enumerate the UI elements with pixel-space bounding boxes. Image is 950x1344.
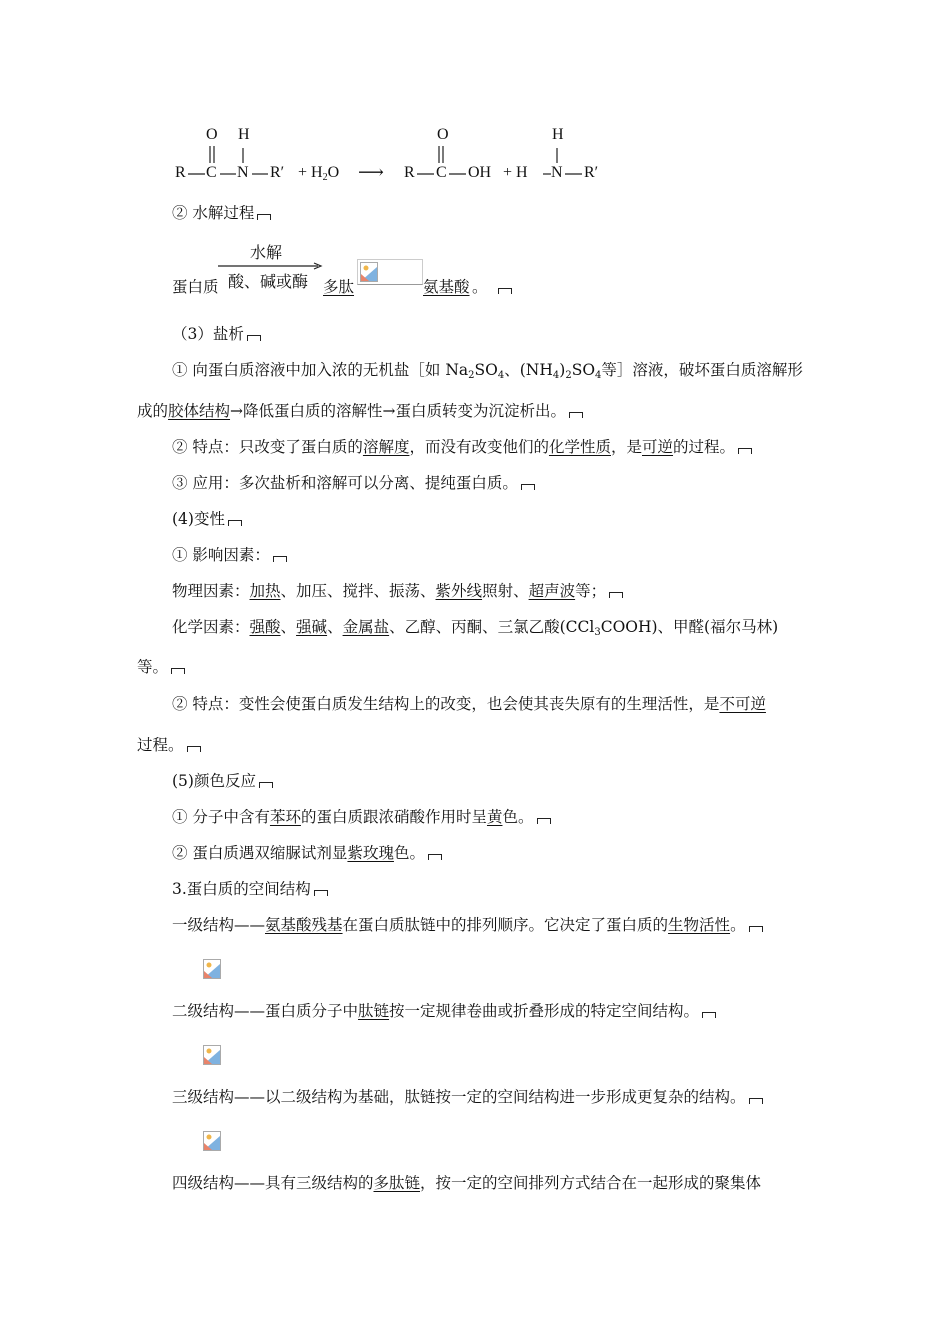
plus-h: + H	[503, 164, 528, 181]
edit-mark-icon	[171, 666, 185, 674]
edit-mark-icon	[749, 1096, 763, 1104]
edit-mark-icon	[228, 518, 242, 526]
nitrogen-right: N	[551, 164, 563, 181]
r-group-right: R	[404, 164, 415, 181]
edit-mark-icon	[609, 590, 623, 598]
denature-feature-cont: 过程。	[137, 735, 201, 755]
broken-image-icon	[203, 959, 221, 979]
hydrolysis-heading: ② 水解过程	[172, 203, 271, 223]
secondary-structure: 二级结构——蛋白质分子中肽链按一定规律卷曲或折叠形成的特定空间结构。	[172, 1001, 716, 1021]
edit-mark-icon	[428, 852, 442, 860]
physical-factors: 物理因素：加热、加压、搅拌、振荡、紫外线照射、超声波等；	[172, 581, 623, 601]
edit-mark-icon	[749, 924, 763, 932]
reaction-arrow: ⟶	[358, 162, 384, 182]
salting-application: ③ 应用：多次盐析和溶解可以分离、提纯蛋白质。	[172, 473, 535, 493]
hydroxyl: OH	[468, 164, 492, 181]
arrow-condition-above: 水解	[250, 243, 283, 262]
denature-feature: ② 特点：变性会使蛋白质发生结构上的改变，也会使其丧失原有的生理活性，是不可逆	[172, 695, 766, 713]
color-reaction-1: ① 分子中含有苯环的蛋白质跟浓硝酸作用时呈黄色。	[172, 807, 551, 827]
r-group-left: R	[175, 164, 186, 181]
denature-heading: (4)变性	[172, 509, 242, 529]
r-prime-left: R′	[270, 164, 285, 181]
edit-mark-icon	[498, 286, 512, 294]
chemical-factors-cont: 等。	[137, 657, 185, 677]
scheme-arrow	[218, 261, 324, 271]
color-reaction-2: ② 蛋白质遇双缩脲试剂显紫玫瑰色。	[172, 843, 442, 863]
carbon-right: C	[436, 164, 447, 181]
carbonyl-o-right: O	[437, 126, 449, 143]
amine-h: H	[552, 126, 564, 143]
tertiary-structure: 三级结构——以二级结构为基础，肽链按一定的空间结构进一步形成更复杂的结构。	[172, 1087, 763, 1107]
polypeptide-label: 多肽	[323, 278, 355, 296]
nitrogen-left: N	[237, 164, 249, 181]
quaternary-structure: 四级结构——具有三级结构的多肽链，按一定的空间排列方式结合在一起形成的聚集体	[172, 1174, 762, 1192]
color-heading: (5)颜色反应	[172, 771, 273, 791]
edit-mark-icon	[521, 482, 535, 490]
broken-image-icon	[203, 1045, 221, 1065]
edit-mark-icon	[257, 212, 271, 220]
edit-mark-icon	[537, 816, 551, 824]
edit-mark-icon	[187, 744, 201, 752]
denature-factors: ① 影响因素：	[172, 545, 287, 565]
amide-h: H	[238, 126, 250, 143]
salting-paragraph-1-cont: 成的胶体结构→降低蛋白质的溶解性→蛋白质转变为沉淀析出。	[137, 401, 583, 421]
edit-mark-icon	[314, 888, 328, 896]
placeholder-box	[357, 259, 423, 285]
chemical-factors: 化学因素：强酸、强碱、金属盐、乙醇、丙酮、三氯乙酸(CCl$_3$COOH)、甲醛(福尔马林)	[172, 618, 779, 638]
plus-water: + $H_2O$	[298, 164, 340, 183]
edit-mark-icon	[738, 446, 752, 454]
primary-structure: 一级结构——氨基酸残基在蛋白质肽链中的排列顺序。它决定了蛋白质的生物活性。	[172, 915, 763, 935]
carbon-left: C	[206, 164, 217, 181]
edit-mark-icon	[569, 410, 583, 418]
salting-heading: （3）盐析	[172, 324, 261, 344]
carbonyl-o-left: O	[206, 126, 218, 143]
edit-mark-icon	[702, 1010, 716, 1018]
r-prime-right: R′	[584, 164, 599, 181]
broken-image-icon	[360, 262, 378, 282]
salting-paragraph-1: ① 向蛋白质溶液中加入浓的无机盐［如 $Na_2SO_4$、$(NH_4)_2SO_4$等］溶液，破坏蛋白质溶解形	[172, 361, 803, 381]
edit-mark-icon	[259, 780, 273, 788]
arrow-condition-below: 酸、碱或酶	[228, 272, 309, 291]
broken-image-icon	[203, 1131, 221, 1151]
edit-mark-icon	[273, 554, 287, 562]
amino-acid-label: 氨基酸	[423, 278, 470, 296]
edit-mark-icon	[247, 333, 261, 341]
protein-label: 蛋白质	[172, 278, 219, 296]
structure-heading: 3.蛋白质的空间结构	[172, 879, 328, 899]
salting-feature: ② 特点：只改变了蛋白质的溶解度，而没有改变他们的化学性质，是可逆的过程。	[172, 437, 752, 457]
